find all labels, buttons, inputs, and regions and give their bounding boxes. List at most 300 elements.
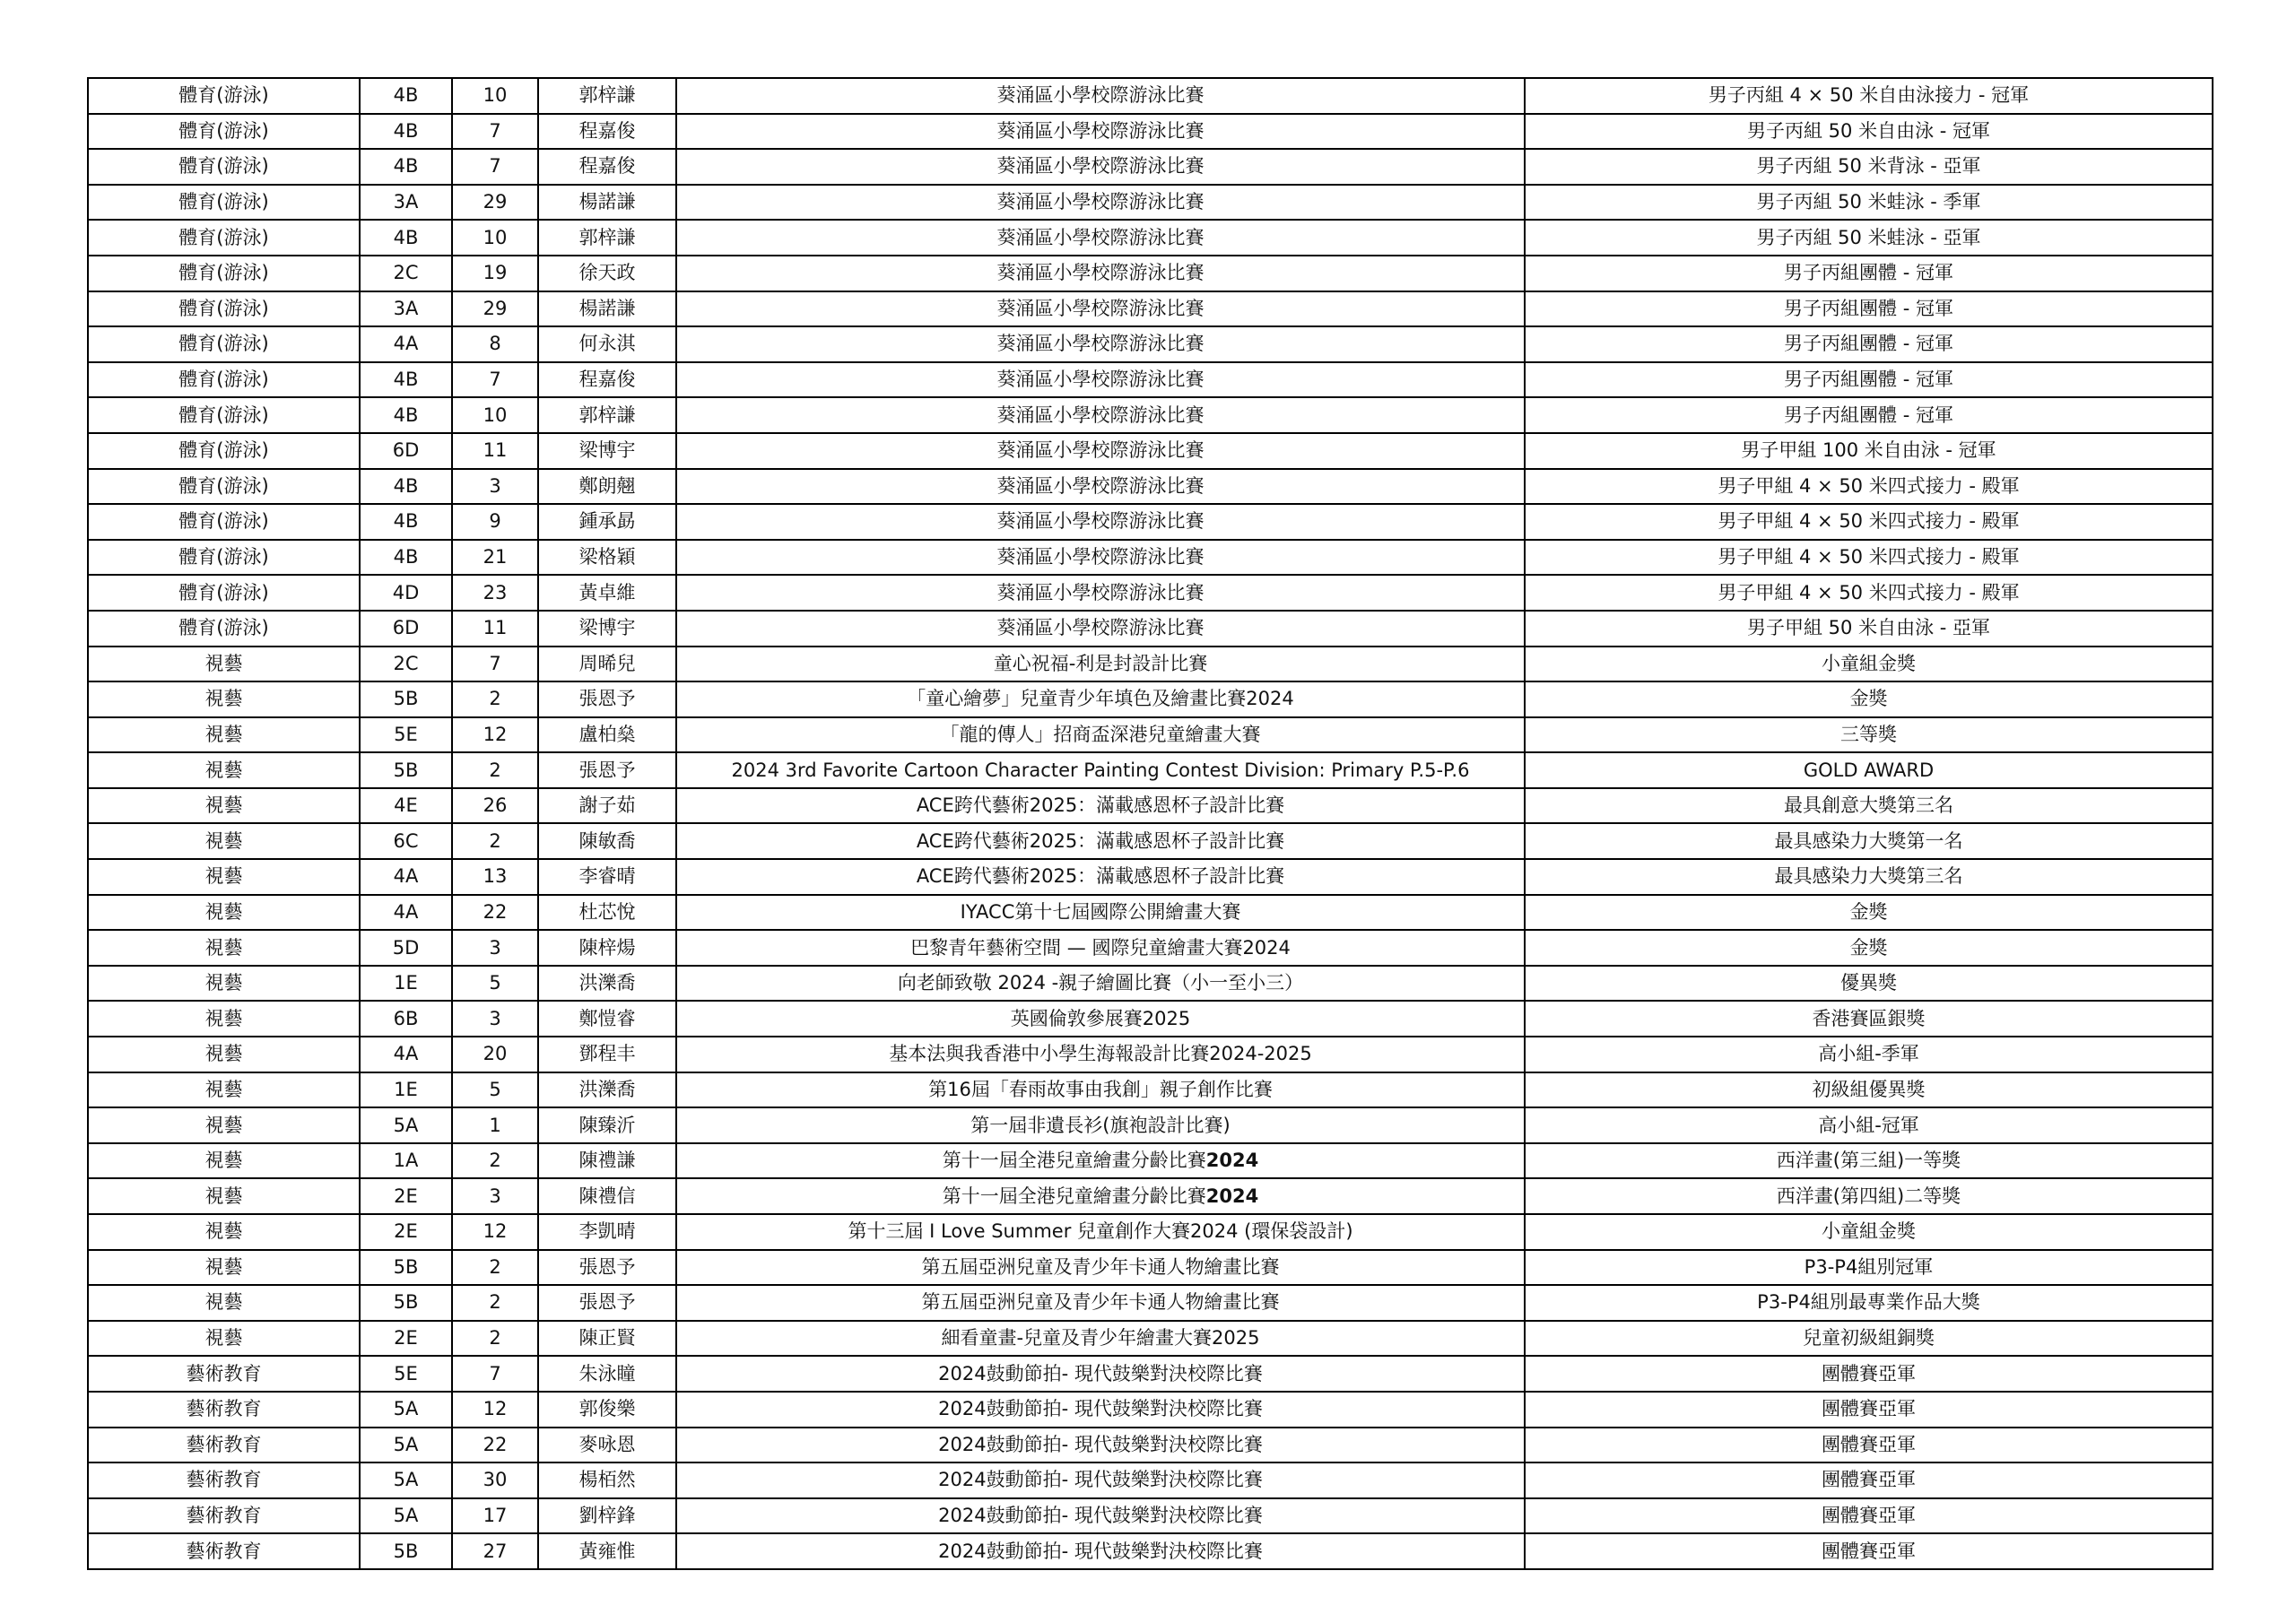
- class-number-cell: 2: [452, 823, 538, 859]
- class-cell: 3A: [360, 185, 452, 221]
- class-number-cell: 2: [452, 1143, 538, 1179]
- competition-year: 2024: [1205, 1150, 1259, 1172]
- class-cell: 4A: [360, 859, 452, 895]
- table-row: [88, 433, 2213, 469]
- competition-cell: 葵涌區小學校際游泳比賽: [676, 504, 1525, 540]
- class-number-cell: 23: [452, 575, 538, 611]
- award-cell: 男子甲組 4 × 50 米四式接力 - 殿軍: [1525, 575, 2213, 611]
- table-row: [88, 859, 2213, 895]
- award-cell: 最具創意大獎第三名: [1525, 788, 2213, 824]
- award-cell: 男子丙組團體 - 冠軍: [1525, 397, 2213, 433]
- award-cell: GOLD AWARD: [1525, 752, 2213, 788]
- award-cell: 西洋畫(第四組)二等獎: [1525, 1178, 2213, 1214]
- table-row: [88, 1356, 2213, 1392]
- category-cell: 視藝: [88, 1178, 360, 1214]
- competition-cell: 2024鼓動節拍- 現代鼓樂對決校際比賽: [676, 1392, 1525, 1428]
- category-cell: 視藝: [88, 1214, 360, 1250]
- class-cell: 2E: [360, 1214, 452, 1250]
- award-cell: 金獎: [1525, 930, 2213, 966]
- class-cell: 2C: [360, 256, 452, 291]
- class-cell: 5B: [360, 752, 452, 788]
- class-cell: 4B: [360, 504, 452, 540]
- competition-year: 2024: [1205, 1185, 1259, 1207]
- award-cell: 香港賽區銀獎: [1525, 1001, 2213, 1037]
- student-name-cell: 鄭朗翹: [538, 469, 676, 505]
- student-name-cell: 陳正賢: [538, 1321, 676, 1357]
- table-row: [88, 397, 2213, 433]
- class-cell: 5B: [360, 1533, 452, 1569]
- class-number-cell: 7: [452, 149, 538, 185]
- class-number-cell: 10: [452, 220, 538, 256]
- award-cell: 最具感染力大獎第三名: [1525, 859, 2213, 895]
- table-row: [88, 291, 2213, 327]
- table-row: [88, 752, 2213, 788]
- class-number-cell: 10: [452, 397, 538, 433]
- student-name-cell: 徐天政: [538, 256, 676, 291]
- competition-cell: 葵涌區小學校際游泳比賽: [676, 185, 1525, 221]
- class-cell: 4A: [360, 1037, 452, 1072]
- table-row: [88, 1214, 2213, 1250]
- award-cell: 三等獎: [1525, 717, 2213, 753]
- student-name-cell: 程嘉俊: [538, 114, 676, 150]
- student-name-cell: 何永淇: [538, 326, 676, 362]
- category-cell: 體育(游泳): [88, 256, 360, 291]
- category-cell: 體育(游泳): [88, 291, 360, 327]
- category-cell: 視藝: [88, 1143, 360, 1179]
- category-cell: 視藝: [88, 1037, 360, 1072]
- class-cell: 6B: [360, 1001, 452, 1037]
- award-cell: 男子甲組 50 米自由泳 - 亞軍: [1525, 611, 2213, 647]
- class-cell: 5E: [360, 717, 452, 753]
- class-number-cell: 12: [452, 1214, 538, 1250]
- table-row: [88, 114, 2213, 150]
- category-cell: 視藝: [88, 930, 360, 966]
- class-cell: 4B: [360, 469, 452, 505]
- competition-cell: 葵涌區小學校際游泳比賽: [676, 362, 1525, 398]
- competition-cell: [676, 1143, 1525, 1179]
- award-cell: 高小組-冠軍: [1525, 1107, 2213, 1143]
- award-cell: 男子丙組團體 - 冠軍: [1525, 291, 2213, 327]
- class-number-cell: 29: [452, 185, 538, 221]
- class-cell: 4B: [360, 362, 452, 398]
- award-cell: 男子丙組團體 - 冠軍: [1525, 326, 2213, 362]
- category-cell: 視藝: [88, 717, 360, 753]
- table-row: [88, 895, 2213, 931]
- competition-cell: 葵涌區小學校際游泳比賽: [676, 78, 1525, 114]
- competition-cell: 細看童畫-兒童及青少年繪畫大賽2025: [676, 1321, 1525, 1357]
- award-cell: 團體賽亞軍: [1525, 1498, 2213, 1534]
- student-name-cell: 陳禮信: [538, 1178, 676, 1214]
- class-number-cell: 7: [452, 362, 538, 398]
- category-cell: 體育(游泳): [88, 362, 360, 398]
- class-cell: 5B: [360, 1285, 452, 1321]
- category-cell: 體育(游泳): [88, 149, 360, 185]
- competition-cell: 葵涌區小學校際游泳比賽: [676, 469, 1525, 505]
- competition-cell: 葵涌區小學校際游泳比賽: [676, 256, 1525, 291]
- table-row: [88, 1143, 2213, 1179]
- table-row: [88, 575, 2213, 611]
- category-cell: 視藝: [88, 1072, 360, 1108]
- category-cell: 藝術教育: [88, 1498, 360, 1534]
- award-cell: P3-P4組別最專業作品大獎: [1525, 1285, 2213, 1321]
- award-cell: 金獎: [1525, 681, 2213, 717]
- table-row: [88, 1107, 2213, 1143]
- category-cell: 藝術教育: [88, 1356, 360, 1392]
- table-row: [88, 966, 2213, 1002]
- class-number-cell: 20: [452, 1037, 538, 1072]
- award-cell: 西洋畫(第三組)一等獎: [1525, 1143, 2213, 1179]
- class-cell: 6D: [360, 611, 452, 647]
- award-cell: 男子甲組 4 × 50 米四式接力 - 殿軍: [1525, 540, 2213, 576]
- category-cell: 體育(游泳): [88, 397, 360, 433]
- class-number-cell: 3: [452, 1178, 538, 1214]
- student-name-cell: 盧柏燊: [538, 717, 676, 753]
- category-cell: 體育(游泳): [88, 575, 360, 611]
- class-cell: 2E: [360, 1178, 452, 1214]
- competition-cell: 英國倫敦參展賽2025: [676, 1001, 1525, 1037]
- student-name-cell: 楊栢然: [538, 1462, 676, 1498]
- competition-cell: 基本法與我香港中小學生海報設計比賽2024-2025: [676, 1037, 1525, 1072]
- class-number-cell: 2: [452, 1321, 538, 1357]
- category-cell: 體育(游泳): [88, 326, 360, 362]
- competition-cell: 葵涌區小學校際游泳比賽: [676, 575, 1525, 611]
- competition-cell: IYACC第十七屆國際公開繪畫大賽: [676, 895, 1525, 931]
- table-row: [88, 1462, 2213, 1498]
- class-number-cell: 9: [452, 504, 538, 540]
- student-name-cell: 梁博宇: [538, 433, 676, 469]
- class-number-cell: 2: [452, 681, 538, 717]
- class-cell: 5A: [360, 1498, 452, 1534]
- class-number-cell: 5: [452, 966, 538, 1002]
- table-row: [88, 1001, 2213, 1037]
- award-cell: 團體賽亞軍: [1525, 1462, 2213, 1498]
- class-number-cell: 3: [452, 930, 538, 966]
- category-cell: 體育(游泳): [88, 611, 360, 647]
- class-number-cell: 12: [452, 717, 538, 753]
- award-cell: 男子甲組 4 × 50 米四式接力 - 殿軍: [1525, 469, 2213, 505]
- award-cell: 金獎: [1525, 895, 2213, 931]
- award-cell: 男子丙組 50 米自由泳 - 冠軍: [1525, 114, 2213, 150]
- competition-cell: 第16屆「春雨故事由我創」親子創作比賽: [676, 1072, 1525, 1108]
- student-name-cell: 梁博宇: [538, 611, 676, 647]
- category-cell: 視藝: [88, 966, 360, 1002]
- competition-cell: 葵涌區小學校際游泳比賽: [676, 540, 1525, 576]
- awards-table: [87, 77, 2213, 1570]
- category-cell: 視藝: [88, 1107, 360, 1143]
- award-cell: P3-P4組別冠軍: [1525, 1250, 2213, 1286]
- class-cell: 4D: [360, 575, 452, 611]
- award-cell: 小童組金獎: [1525, 1214, 2213, 1250]
- award-cell: 兒童初級組銅獎: [1525, 1321, 2213, 1357]
- student-name-cell: 麥咏恩: [538, 1428, 676, 1463]
- category-cell: 藝術教育: [88, 1392, 360, 1428]
- class-number-cell: 12: [452, 1392, 538, 1428]
- class-cell: 4A: [360, 326, 452, 362]
- category-cell: 視藝: [88, 752, 360, 788]
- category-cell: 體育(游泳): [88, 540, 360, 576]
- class-number-cell: 21: [452, 540, 538, 576]
- class-cell: 4B: [360, 220, 452, 256]
- award-cell: 小童組金獎: [1525, 647, 2213, 682]
- competition-text: 第十一屆全港兒童繪畫分齡比賽: [942, 1185, 1206, 1207]
- class-number-cell: 7: [452, 647, 538, 682]
- award-cell: 男子丙組 50 米蛙泳 - 亞軍: [1525, 220, 2213, 256]
- competition-cell: 葵涌區小學校際游泳比賽: [676, 114, 1525, 150]
- category-cell: 體育(游泳): [88, 469, 360, 505]
- category-cell: 體育(游泳): [88, 114, 360, 150]
- student-name-cell: 陳臻沂: [538, 1107, 676, 1143]
- student-name-cell: 謝子茹: [538, 788, 676, 824]
- competition-cell: 第一屆非遺長衫(旗袍設計比賽): [676, 1107, 1525, 1143]
- competition-cell: 2024 3rd Favorite Cartoon Character Painting Contest Division: Primary P.5-P.6: [676, 752, 1525, 788]
- competition-cell: 葵涌區小學校際游泳比賽: [676, 220, 1525, 256]
- competition-cell: ACE跨代藝術2025：滿載感恩杯子設計比賽: [676, 859, 1525, 895]
- class-cell: 6D: [360, 433, 452, 469]
- table-row: [88, 1392, 2213, 1428]
- class-cell: 4B: [360, 149, 452, 185]
- table-row: [88, 930, 2213, 966]
- class-cell: 5E: [360, 1356, 452, 1392]
- table-row: [88, 326, 2213, 362]
- table-row: [88, 504, 2213, 540]
- student-name-cell: 周晞兒: [538, 647, 676, 682]
- table-row: [88, 1250, 2213, 1286]
- class-number-cell: 3: [452, 469, 538, 505]
- competition-cell: 第五屆亞洲兒童及青少年卡通人物繪畫比賽: [676, 1285, 1525, 1321]
- class-cell: 4B: [360, 397, 452, 433]
- competition-cell: 第十三屆 I Love Summer 兒童創作大賽2024 (環保袋設計): [676, 1214, 1525, 1250]
- class-cell: 4B: [360, 78, 452, 114]
- student-name-cell: 鄧程丰: [538, 1037, 676, 1072]
- award-cell: 高小組-季軍: [1525, 1037, 2213, 1072]
- class-number-cell: 1: [452, 1107, 538, 1143]
- class-number-cell: 19: [452, 256, 538, 291]
- class-number-cell: 10: [452, 78, 538, 114]
- category-cell: 體育(游泳): [88, 504, 360, 540]
- student-name-cell: 張恩予: [538, 752, 676, 788]
- class-cell: 1E: [360, 1072, 452, 1108]
- class-number-cell: 2: [452, 1285, 538, 1321]
- award-cell: 男子丙組 4 × 50 米自由泳接力 - 冠軍: [1525, 78, 2213, 114]
- student-name-cell: 劉梓鋒: [538, 1498, 676, 1534]
- table-row: [88, 149, 2213, 185]
- class-number-cell: 7: [452, 114, 538, 150]
- table-row: [88, 611, 2213, 647]
- class-number-cell: 22: [452, 895, 538, 931]
- student-name-cell: 郭梓謙: [538, 397, 676, 433]
- class-cell: 1A: [360, 1143, 452, 1179]
- class-cell: 6C: [360, 823, 452, 859]
- table-row: [88, 362, 2213, 398]
- competition-cell: 向老師致敬 2024 -親子繪圖比賽（小一至小三）: [676, 966, 1525, 1002]
- award-cell: 男子甲組 4 × 50 米四式接力 - 殿軍: [1525, 504, 2213, 540]
- student-name-cell: 張恩予: [538, 681, 676, 717]
- class-number-cell: 7: [452, 1356, 538, 1392]
- table-row: [88, 647, 2213, 682]
- student-name-cell: 李凱晴: [538, 1214, 676, 1250]
- student-name-cell: 陳禮謙: [538, 1143, 676, 1179]
- competition-cell: 第五屆亞洲兒童及青少年卡通人物繪畫比賽: [676, 1250, 1525, 1286]
- competition-cell: 「童心繪夢」兒童青少年填色及繪畫比賽2024: [676, 681, 1525, 717]
- class-number-cell: 17: [452, 1498, 538, 1534]
- table-row: [88, 1037, 2213, 1072]
- competition-cell: 2024鼓動節拍- 現代鼓樂對決校際比賽: [676, 1533, 1525, 1569]
- category-cell: 視藝: [88, 647, 360, 682]
- table-row: [88, 1321, 2213, 1357]
- student-name-cell: 程嘉俊: [538, 362, 676, 398]
- table-row: [88, 256, 2213, 291]
- competition-cell: ACE跨代藝術2025：滿載感恩杯子設計比賽: [676, 788, 1525, 824]
- student-name-cell: 朱泳瞳: [538, 1356, 676, 1392]
- class-number-cell: 2: [452, 752, 538, 788]
- award-cell: 男子甲組 100 米自由泳 - 冠軍: [1525, 433, 2213, 469]
- table-row: [88, 1178, 2213, 1214]
- class-number-cell: 11: [452, 433, 538, 469]
- student-name-cell: 程嘉俊: [538, 149, 676, 185]
- student-name-cell: 杜芯悅: [538, 895, 676, 931]
- category-cell: 視藝: [88, 1250, 360, 1286]
- class-number-cell: 29: [452, 291, 538, 327]
- student-name-cell: 鍾承勗: [538, 504, 676, 540]
- class-number-cell: 5: [452, 1072, 538, 1108]
- student-name-cell: 梁格穎: [538, 540, 676, 576]
- class-cell: 4A: [360, 895, 452, 931]
- award-cell: 最具感染力大獎第一名: [1525, 823, 2213, 859]
- category-cell: 視藝: [88, 859, 360, 895]
- class-cell: 4E: [360, 788, 452, 824]
- award-cell: 優異獎: [1525, 966, 2213, 1002]
- category-cell: 視藝: [88, 1001, 360, 1037]
- class-cell: 5A: [360, 1462, 452, 1498]
- class-cell: 5A: [360, 1107, 452, 1143]
- category-cell: 視藝: [88, 681, 360, 717]
- table-row: [88, 185, 2213, 221]
- student-name-cell: 張恩予: [538, 1285, 676, 1321]
- award-cell: 男子丙組團體 - 冠軍: [1525, 362, 2213, 398]
- table-row: [88, 1428, 2213, 1463]
- category-cell: 視藝: [88, 895, 360, 931]
- competition-cell: 巴黎青年藝術空間 — 國際兒童繪畫大賽2024: [676, 930, 1525, 966]
- student-name-cell: 洪濼喬: [538, 1072, 676, 1108]
- awards-table-body: [88, 78, 2213, 1569]
- competition-cell: 2024鼓動節拍- 現代鼓樂對決校際比賽: [676, 1428, 1525, 1463]
- table-row: [88, 220, 2213, 256]
- category-cell: 體育(游泳): [88, 78, 360, 114]
- table-row: [88, 78, 2213, 114]
- class-cell: 3A: [360, 291, 452, 327]
- student-name-cell: 陳梓煬: [538, 930, 676, 966]
- student-name-cell: 黃雍惟: [538, 1533, 676, 1569]
- competition-cell: 葵涌區小學校際游泳比賽: [676, 149, 1525, 185]
- award-cell: 團體賽亞軍: [1525, 1392, 2213, 1428]
- category-cell: 藝術教育: [88, 1428, 360, 1463]
- class-cell: 4B: [360, 114, 452, 150]
- student-name-cell: 郭梓謙: [538, 78, 676, 114]
- category-cell: 視藝: [88, 788, 360, 824]
- table-row: [88, 681, 2213, 717]
- award-cell: 男子丙組 50 米背泳 - 亞軍: [1525, 149, 2213, 185]
- competition-cell: [676, 1178, 1525, 1214]
- award-cell: 團體賽亞軍: [1525, 1356, 2213, 1392]
- competition-cell: 葵涌區小學校際游泳比賽: [676, 397, 1525, 433]
- class-cell: 1E: [360, 966, 452, 1002]
- category-cell: 視藝: [88, 1321, 360, 1357]
- table-row: [88, 717, 2213, 753]
- category-cell: 體育(游泳): [88, 433, 360, 469]
- category-cell: 視藝: [88, 1285, 360, 1321]
- award-cell: 團體賽亞軍: [1525, 1428, 2213, 1463]
- table-row: [88, 1498, 2213, 1534]
- class-number-cell: 27: [452, 1533, 538, 1569]
- category-cell: 體育(游泳): [88, 185, 360, 221]
- class-number-cell: 30: [452, 1462, 538, 1498]
- class-number-cell: 3: [452, 1001, 538, 1037]
- class-number-cell: 22: [452, 1428, 538, 1463]
- category-cell: 視藝: [88, 823, 360, 859]
- table-row: [88, 469, 2213, 505]
- competition-cell: 2024鼓動節拍- 現代鼓樂對決校際比賽: [676, 1462, 1525, 1498]
- competition-text: 第十一屆全港兒童繪畫分齡比賽: [942, 1150, 1206, 1172]
- competition-cell: 葵涌區小學校際游泳比賽: [676, 433, 1525, 469]
- competition-cell: 葵涌區小學校際游泳比賽: [676, 326, 1525, 362]
- table-row: [88, 540, 2213, 576]
- class-number-cell: 2: [452, 1250, 538, 1286]
- table-row: [88, 1533, 2213, 1569]
- student-name-cell: 楊諾謙: [538, 185, 676, 221]
- competition-cell: 童心祝福-利是封設計比賽: [676, 647, 1525, 682]
- award-cell: 團體賽亞軍: [1525, 1533, 2213, 1569]
- award-cell: 男子丙組團體 - 冠軍: [1525, 256, 2213, 291]
- competition-cell: 「龍的傳人」招商盃深港兒童繪畫大賽: [676, 717, 1525, 753]
- table-row: [88, 1285, 2213, 1321]
- class-cell: 2C: [360, 647, 452, 682]
- competition-cell: 葵涌區小學校際游泳比賽: [676, 611, 1525, 647]
- competition-cell: 2024鼓動節拍- 現代鼓樂對決校際比賽: [676, 1498, 1525, 1534]
- student-name-cell: 黃卓維: [538, 575, 676, 611]
- class-cell: 2E: [360, 1321, 452, 1357]
- student-name-cell: 李睿晴: [538, 859, 676, 895]
- award-cell: 男子丙組 50 米蛙泳 - 季軍: [1525, 185, 2213, 221]
- competition-cell: ACE跨代藝術2025：滿載感恩杯子設計比賽: [676, 823, 1525, 859]
- student-name-cell: 楊諾謙: [538, 291, 676, 327]
- table-row: [88, 1072, 2213, 1108]
- student-name-cell: 張恩予: [538, 1250, 676, 1286]
- category-cell: 藝術教育: [88, 1533, 360, 1569]
- class-cell: 4B: [360, 540, 452, 576]
- award-cell: 初級組優異獎: [1525, 1072, 2213, 1108]
- class-number-cell: 13: [452, 859, 538, 895]
- category-cell: 藝術教育: [88, 1462, 360, 1498]
- category-cell: 體育(游泳): [88, 220, 360, 256]
- class-cell: 5B: [360, 681, 452, 717]
- class-number-cell: 11: [452, 611, 538, 647]
- table-row: [88, 788, 2213, 824]
- competition-cell: 2024鼓動節拍- 現代鼓樂對決校際比賽: [676, 1356, 1525, 1392]
- table-row: [88, 823, 2213, 859]
- student-name-cell: 陳敏喬: [538, 823, 676, 859]
- student-name-cell: 鄭愷睿: [538, 1001, 676, 1037]
- competition-cell: 葵涌區小學校際游泳比賽: [676, 291, 1525, 327]
- student-name-cell: 洪濼喬: [538, 966, 676, 1002]
- student-name-cell: 郭俊樂: [538, 1392, 676, 1428]
- class-cell: 5D: [360, 930, 452, 966]
- student-name-cell: 郭梓謙: [538, 220, 676, 256]
- class-cell: 5B: [360, 1250, 452, 1286]
- class-number-cell: 26: [452, 788, 538, 824]
- class-number-cell: 8: [452, 326, 538, 362]
- class-cell: 5A: [360, 1392, 452, 1428]
- class-cell: 5A: [360, 1428, 452, 1463]
